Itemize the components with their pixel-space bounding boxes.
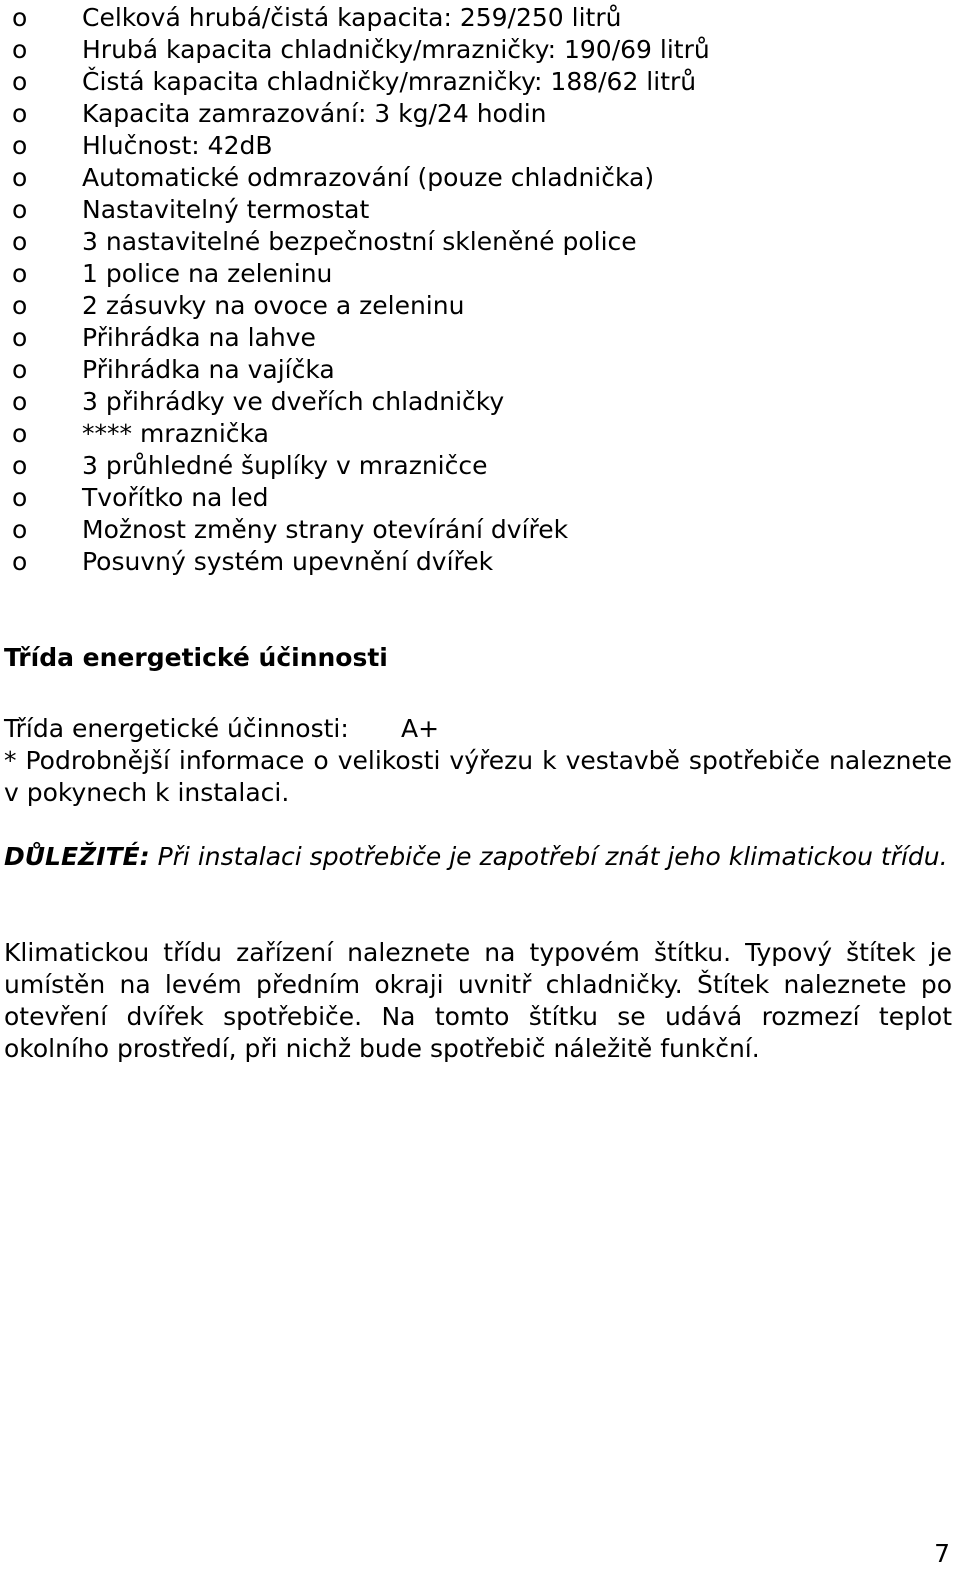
list-item	[0, 450, 955, 482]
list-item	[0, 354, 955, 386]
list-item	[0, 98, 955, 130]
feature-text: 2 zásuvky na ovoce a zeleninu	[82, 291, 465, 320]
feature-text: 3 průhledné šuplíky v mrazničce	[82, 451, 488, 480]
bullet-marker: o	[12, 259, 28, 288]
important-notice	[4, 841, 952, 873]
bullet-marker: o	[12, 387, 28, 416]
feature-text: Přihrádka na lahve	[82, 323, 316, 352]
bullet-marker: o	[12, 3, 28, 32]
bullet-marker: o	[12, 227, 28, 256]
feature-text: 3 nastavitelné bezpečnostní skleněné police	[82, 227, 637, 256]
installation-note: * Podrobnější informace o velikosti výřezu k vestavbě spotřebiče naleznete v pokynech k instalaci.	[4, 746, 952, 807]
feature-text: Možnost změny strany otevírání dvířek	[82, 515, 569, 544]
bullet-marker: o	[12, 99, 28, 128]
bullet-marker: o	[12, 419, 28, 448]
feature-text: **** mraznička	[82, 419, 269, 448]
bullet-marker: o	[12, 451, 28, 480]
feature-text: Přihrádka na vajíčka	[82, 355, 335, 384]
bullet-marker: o	[12, 35, 28, 64]
bullet-marker: o	[12, 131, 28, 160]
list-item	[0, 418, 955, 450]
bullet-marker: o	[12, 323, 28, 352]
feature-text: Nastavitelný termostat	[82, 195, 370, 224]
important-label: DŮLEŽITÉ:	[4, 842, 150, 871]
energy-class-label: Třída energetické účinnosti:	[4, 714, 349, 743]
list-item	[0, 194, 955, 226]
list-item	[0, 2, 955, 34]
list-item	[0, 482, 955, 514]
bullet-marker: o	[12, 163, 28, 192]
list-item	[0, 290, 955, 322]
important-text: Při instalaci spotřebiče je zapotřebí znát jeho klimatickou třídu.	[157, 842, 948, 871]
feature-text: Hlučnost: 42dB	[82, 131, 273, 160]
bullet-marker: o	[12, 67, 28, 96]
energy-section-heading: Třída energetické účinnosti	[4, 643, 388, 672]
list-item	[0, 546, 955, 578]
bullet-marker: o	[12, 195, 28, 224]
feature-text: Automatické odmrazování (pouze chladnička)	[82, 163, 655, 192]
list-item	[0, 258, 955, 290]
feature-text: Celková hrubá/čistá kapacita: 259/250 litrů	[82, 3, 622, 32]
feature-text: 1 police na zeleninu	[82, 259, 333, 288]
feature-text: Kapacita zamrazování: 3 kg/24 hodin	[82, 99, 547, 128]
list-item	[0, 162, 955, 194]
list-item	[0, 130, 955, 162]
feature-text: Posuvný systém upevnění dvířek	[82, 547, 494, 576]
list-item	[0, 66, 955, 98]
list-item	[0, 386, 955, 418]
energy-class-line	[4, 713, 952, 745]
feature-text: 3 přihrádky ve dveřích chladničky	[82, 387, 505, 416]
bullet-marker: o	[12, 355, 28, 384]
bullet-marker: o	[12, 547, 28, 576]
list-item	[0, 322, 955, 354]
bullet-marker: o	[12, 291, 28, 320]
climate-class-paragraph: Klimatickou třídu zařízení naleznete na typovém štítku. Typový štítek je umístěn na levém předním okraji uvnitř chladničky. Štítek naleznete po otevření dvířek spotřebiče. Na tomto štítku se udává rozmezí teplot okolního prostředí, při nichž bude spotřebič náležitě funkční.	[4, 938, 952, 1063]
bullet-marker: o	[12, 515, 28, 544]
list-item	[0, 226, 955, 258]
feature-list	[0, 2, 955, 578]
feature-text: Čistá kapacita chladničky/mrazničky: 188/62 litrů	[82, 67, 697, 96]
list-item	[0, 34, 955, 66]
bullet-marker: o	[12, 483, 28, 512]
list-item	[0, 514, 955, 546]
page-number: 7	[934, 1539, 950, 1568]
feature-text: Tvořítko na led	[82, 483, 269, 512]
energy-class-value: A+	[401, 714, 440, 743]
feature-text: Hrubá kapacita chladničky/mrazničky: 190/69 litrů	[82, 35, 710, 64]
